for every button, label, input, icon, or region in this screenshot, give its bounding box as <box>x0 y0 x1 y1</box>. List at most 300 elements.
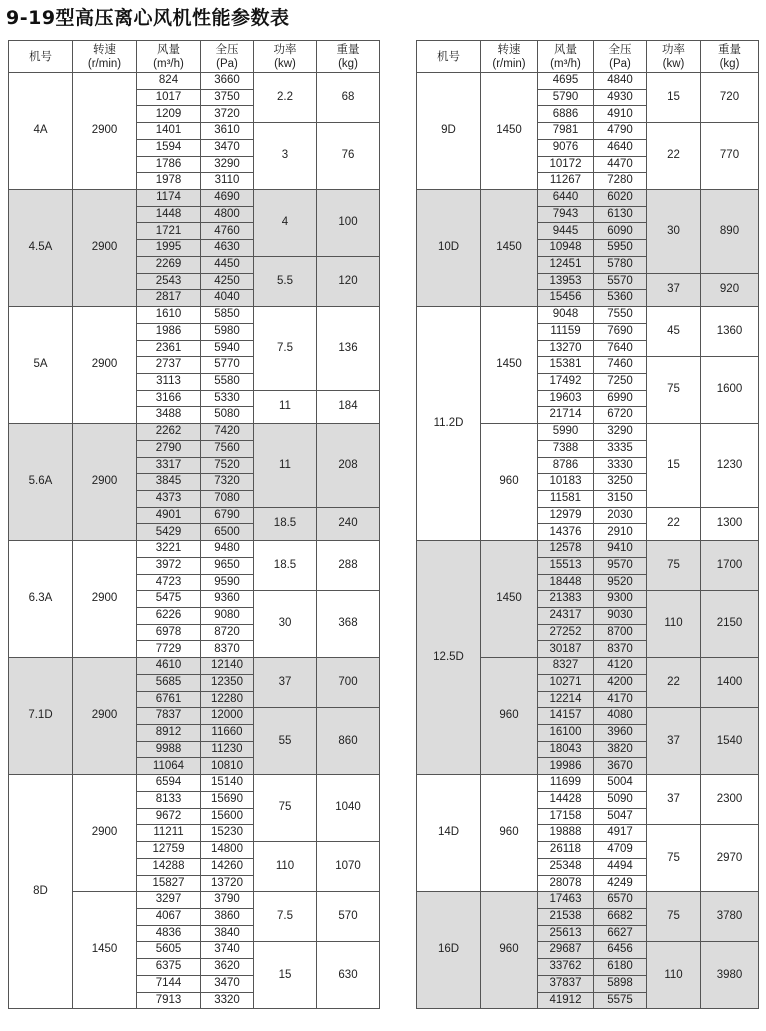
airflow-cell: 2543 <box>137 273 201 290</box>
pressure-cell: 3620 <box>201 959 254 976</box>
pressure-cell: 4690 <box>201 190 254 207</box>
header-model <box>417 41 481 73</box>
model-group <box>417 307 759 541</box>
airflow-cell: 5475 <box>137 591 201 608</box>
airflow-cell: 8327 <box>538 658 594 675</box>
airflow-cell: 8133 <box>137 791 201 808</box>
model-group <box>417 541 759 775</box>
model-group <box>417 892 759 1009</box>
model-cell: 5.6A <box>9 424 73 541</box>
model-cell: 11.2D <box>417 307 481 541</box>
pressure-cell: 5575 <box>594 992 647 1009</box>
power-cell: 15 <box>254 942 317 1009</box>
airflow-cell: 17158 <box>538 808 594 825</box>
airflow-cell: 19603 <box>538 390 594 407</box>
header-unit: (kg) <box>719 57 740 70</box>
pressure-cell: 6990 <box>594 390 647 407</box>
weight-cell: 208 <box>317 424 380 508</box>
pressure-cell: 12000 <box>201 708 254 725</box>
airflow-cell: 7144 <box>137 975 201 992</box>
pressure-cell: 3740 <box>201 942 254 959</box>
pressure-cell: 3670 <box>594 758 647 775</box>
airflow-cell: 9672 <box>137 808 201 825</box>
model-cell: 4A <box>9 73 73 190</box>
model-group <box>9 73 380 190</box>
power-cell: 55 <box>254 708 317 775</box>
pressure-cell: 12280 <box>201 691 254 708</box>
power-cell: 2.2 <box>254 73 317 123</box>
pressure-cell: 3330 <box>594 457 647 474</box>
pressure-cell: 6682 <box>594 908 647 925</box>
speed-cell: 2900 <box>73 424 137 541</box>
header-unit: (Pa) <box>216 57 238 70</box>
airflow-cell: 27252 <box>538 624 594 641</box>
airflow-cell: 37837 <box>538 975 594 992</box>
table-row <box>417 190 759 207</box>
airflow-cell: 12214 <box>538 691 594 708</box>
pressure-cell: 6130 <box>594 206 647 223</box>
header-speed <box>481 41 538 73</box>
airflow-cell: 14376 <box>538 524 594 541</box>
pressure-cell: 9360 <box>201 591 254 608</box>
pressure-cell: 4450 <box>201 256 254 273</box>
airflow-cell: 15513 <box>538 557 594 574</box>
airflow-cell: 11159 <box>538 323 594 340</box>
power-cell: 75 <box>254 775 317 842</box>
airflow-cell: 11064 <box>137 758 201 775</box>
pressure-cell: 4917 <box>594 825 647 842</box>
airflow-cell: 824 <box>137 73 201 90</box>
weight-cell: 1040 <box>317 775 380 842</box>
airflow-cell: 1017 <box>137 89 201 106</box>
airflow-cell: 2361 <box>137 340 201 357</box>
power-cell: 30 <box>647 190 701 274</box>
model-cell: 6.3A <box>9 541 73 658</box>
airflow-cell: 15456 <box>538 290 594 307</box>
weight-cell: 720 <box>701 73 759 123</box>
pressure-cell: 4120 <box>594 658 647 675</box>
power-cell: 37 <box>647 708 701 775</box>
pressure-cell: 6627 <box>594 925 647 942</box>
speed-cell: 1450 <box>481 307 538 424</box>
pressure-cell: 11660 <box>201 725 254 742</box>
airflow-cell: 6226 <box>137 608 201 625</box>
airflow-cell: 8786 <box>538 457 594 474</box>
power-cell: 11 <box>254 390 317 423</box>
model-cell: 14D <box>417 775 481 892</box>
airflow-cell: 7981 <box>538 123 594 140</box>
airflow-cell: 1986 <box>137 323 201 340</box>
header-row <box>9 41 380 73</box>
speed-cell: 2900 <box>73 541 137 658</box>
airflow-cell: 1786 <box>137 156 201 173</box>
weight-cell: 184 <box>317 390 380 423</box>
pressure-cell: 4800 <box>201 206 254 223</box>
airflow-cell: 10172 <box>538 156 594 173</box>
model-cell: 9D <box>417 73 481 190</box>
airflow-cell: 41912 <box>538 992 594 1009</box>
pressure-cell: 4080 <box>594 708 647 725</box>
header-unit: (m³/h) <box>550 57 581 70</box>
spec-table-left <box>8 40 380 1009</box>
airflow-cell: 2790 <box>137 440 201 457</box>
table-header <box>417 41 759 73</box>
pressure-cell: 6090 <box>594 223 647 240</box>
speed-cell: 2900 <box>73 307 137 424</box>
airflow-cell: 7943 <box>538 206 594 223</box>
table-row <box>417 892 759 909</box>
model-group <box>9 307 380 424</box>
airflow-cell: 3113 <box>137 373 201 390</box>
power-cell: 75 <box>647 357 701 424</box>
pressure-cell: 7080 <box>201 490 254 507</box>
pressure-cell: 10810 <box>201 758 254 775</box>
pressure-cell: 4250 <box>201 273 254 290</box>
airflow-cell: 4610 <box>137 658 201 675</box>
pressure-cell: 3750 <box>201 89 254 106</box>
table-row <box>9 307 380 324</box>
speed-cell: 1450 <box>481 73 538 190</box>
speed-cell: 2900 <box>73 658 137 775</box>
header-unit: (r/min) <box>492 57 526 70</box>
table-row <box>417 541 759 558</box>
pressure-cell: 5850 <box>201 307 254 324</box>
airflow-cell: 17463 <box>538 892 594 909</box>
header-airflow <box>538 41 594 73</box>
airflow-cell: 29687 <box>538 942 594 959</box>
pressure-cell: 4709 <box>594 842 647 859</box>
pressure-cell: 5360 <box>594 290 647 307</box>
header-label: 功率 <box>662 43 685 56</box>
airflow-cell: 4723 <box>137 574 201 591</box>
header-unit: (kg) <box>338 57 358 70</box>
pressure-cell: 5580 <box>201 373 254 390</box>
power-cell: 7.5 <box>254 892 317 942</box>
airflow-cell: 1978 <box>137 173 201 190</box>
airflow-cell: 3221 <box>137 541 201 558</box>
header-power <box>647 41 701 73</box>
header-label: 功率 <box>273 43 297 56</box>
pressure-cell: 5780 <box>594 256 647 273</box>
table-row <box>9 424 380 441</box>
weight-cell: 1600 <box>701 357 759 424</box>
power-cell: 110 <box>647 591 701 658</box>
power-cell: 11 <box>254 424 317 508</box>
page-title: 9-19型高压离心风机性能参数表 <box>6 7 290 29</box>
airflow-cell: 6375 <box>137 959 201 976</box>
pressure-cell: 4630 <box>201 240 254 257</box>
airflow-cell: 15381 <box>538 357 594 374</box>
header-label: 全压 <box>608 43 632 56</box>
airflow-cell: 9988 <box>137 741 201 758</box>
spec-table-right <box>416 40 759 1009</box>
airflow-cell: 2817 <box>137 290 201 307</box>
pressure-cell: 4494 <box>594 858 647 875</box>
airflow-cell: 26118 <box>538 842 594 859</box>
airflow-cell: 2737 <box>137 357 201 374</box>
airflow-cell: 21538 <box>538 908 594 925</box>
speed-cell: 1450 <box>73 892 137 1009</box>
weight-cell: 120 <box>317 256 380 306</box>
weight-cell: 1700 <box>701 541 759 591</box>
power-cell: 3 <box>254 123 317 190</box>
airflow-cell: 1594 <box>137 139 201 156</box>
table-header <box>9 41 380 73</box>
model-group <box>9 424 380 541</box>
header-pressure <box>201 41 254 73</box>
airflow-cell: 5990 <box>538 424 594 441</box>
pressure-cell: 9650 <box>201 557 254 574</box>
model-group <box>9 775 380 1009</box>
power-cell: 18.5 <box>254 541 317 591</box>
pressure-cell: 9080 <box>201 608 254 625</box>
header-label: 机号 <box>29 50 52 63</box>
model-group <box>417 775 759 892</box>
pressure-cell: 4040 <box>201 290 254 307</box>
speed-cell: 2900 <box>73 73 137 190</box>
weight-cell: 770 <box>701 123 759 190</box>
pressure-cell: 5950 <box>594 240 647 257</box>
airflow-cell: 16100 <box>538 725 594 742</box>
weight-cell: 2970 <box>701 825 759 892</box>
speed-cell: 960 <box>481 424 538 541</box>
airflow-cell: 19986 <box>538 758 594 775</box>
airflow-cell: 21714 <box>538 407 594 424</box>
pressure-cell: 13720 <box>201 875 254 892</box>
weight-cell: 76 <box>317 123 380 190</box>
airflow-cell: 11211 <box>137 825 201 842</box>
power-cell: 15 <box>647 73 701 123</box>
pressure-cell: 4640 <box>594 139 647 156</box>
pressure-cell: 3290 <box>594 424 647 441</box>
pressure-cell: 14800 <box>201 842 254 859</box>
airflow-cell: 3488 <box>137 407 201 424</box>
airflow-cell: 25613 <box>538 925 594 942</box>
airflow-cell: 6978 <box>137 624 201 641</box>
pressure-cell: 12140 <box>201 658 254 675</box>
airflow-cell: 11267 <box>538 173 594 190</box>
pressure-cell: 3250 <box>594 474 647 491</box>
model-group <box>417 73 759 190</box>
pressure-cell: 7420 <box>201 424 254 441</box>
airflow-cell: 3317 <box>137 457 201 474</box>
airflow-cell: 3166 <box>137 390 201 407</box>
airflow-cell: 1401 <box>137 123 201 140</box>
airflow-cell: 9048 <box>538 307 594 324</box>
weight-cell: 700 <box>317 658 380 708</box>
pressure-cell: 4840 <box>594 73 647 90</box>
table-row <box>417 775 759 792</box>
header-unit: (Pa) <box>609 57 631 70</box>
pressure-cell: 3610 <box>201 123 254 140</box>
pressure-cell: 7560 <box>201 440 254 457</box>
power-cell: 37 <box>254 658 317 708</box>
power-cell: 75 <box>647 825 701 892</box>
pressure-cell: 15600 <box>201 808 254 825</box>
airflow-cell: 3297 <box>137 892 201 909</box>
power-cell: 45 <box>647 307 701 357</box>
weight-cell: 3780 <box>701 892 759 942</box>
table-row <box>417 73 759 90</box>
airflow-cell: 10271 <box>538 674 594 691</box>
airflow-cell: 7913 <box>137 992 201 1009</box>
power-cell: 22 <box>647 123 701 190</box>
pressure-cell: 3820 <box>594 741 647 758</box>
airflow-cell: 12979 <box>538 507 594 524</box>
pressure-cell: 3320 <box>201 992 254 1009</box>
airflow-cell: 1995 <box>137 240 201 257</box>
table-row <box>9 658 380 675</box>
pressure-cell: 6570 <box>594 892 647 909</box>
airflow-cell: 19888 <box>538 825 594 842</box>
model-cell: 10D <box>417 190 481 307</box>
pressure-cell: 6720 <box>594 407 647 424</box>
pressure-cell: 15230 <box>201 825 254 842</box>
airflow-cell: 14288 <box>137 858 201 875</box>
power-cell: 37 <box>647 273 701 306</box>
pressure-cell: 4760 <box>201 223 254 240</box>
pressure-cell: 2030 <box>594 507 647 524</box>
header-airflow <box>137 41 201 73</box>
airflow-cell: 9076 <box>538 139 594 156</box>
header-row <box>417 41 759 73</box>
pressure-cell: 9520 <box>594 574 647 591</box>
airflow-cell: 21383 <box>538 591 594 608</box>
header-weight <box>317 41 380 73</box>
table-row <box>9 190 380 207</box>
pressure-cell: 8370 <box>201 641 254 658</box>
speed-cell: 1450 <box>481 541 538 658</box>
airflow-cell: 12759 <box>137 842 201 859</box>
table-row <box>9 541 380 558</box>
airflow-cell: 3845 <box>137 474 201 491</box>
header-label: 机号 <box>437 50 460 63</box>
weight-cell: 3980 <box>701 942 759 1009</box>
weight-cell: 630 <box>317 942 380 1009</box>
header-unit: (kw) <box>662 57 685 70</box>
pressure-cell: 3290 <box>201 156 254 173</box>
power-cell: 75 <box>647 892 701 942</box>
airflow-cell: 7837 <box>137 708 201 725</box>
pressure-cell: 5898 <box>594 975 647 992</box>
airflow-cell: 13270 <box>538 340 594 357</box>
pressure-cell: 7520 <box>201 457 254 474</box>
pressure-cell: 8700 <box>594 624 647 641</box>
airflow-cell: 12451 <box>538 256 594 273</box>
header-label: 风量 <box>554 43 577 56</box>
pressure-cell: 3960 <box>594 725 647 742</box>
pressure-cell: 15140 <box>201 775 254 792</box>
pressure-cell: 5004 <box>594 775 647 792</box>
pressure-cell: 4930 <box>594 89 647 106</box>
header-label: 重量 <box>718 43 741 56</box>
pressure-cell: 7320 <box>201 474 254 491</box>
header-label: 转速 <box>93 43 116 56</box>
model-cell: 7.1D <box>9 658 73 775</box>
model-group <box>9 190 380 307</box>
weight-cell: 100 <box>317 190 380 257</box>
weight-cell: 1400 <box>701 658 759 708</box>
airflow-cell: 5605 <box>137 942 201 959</box>
airflow-cell: 4373 <box>137 490 201 507</box>
airflow-cell: 10183 <box>538 474 594 491</box>
power-cell: 4 <box>254 190 317 257</box>
airflow-cell: 24317 <box>538 608 594 625</box>
pressure-cell: 7460 <box>594 357 647 374</box>
pressure-cell: 9030 <box>594 608 647 625</box>
airflow-cell: 25348 <box>538 858 594 875</box>
weight-cell: 1230 <box>701 424 759 508</box>
power-cell: 30 <box>254 591 317 658</box>
model-group <box>417 190 759 307</box>
model-cell: 8D <box>9 775 73 1009</box>
pressure-cell: 7550 <box>594 307 647 324</box>
pressure-cell: 5570 <box>594 273 647 290</box>
weight-cell: 240 <box>317 507 380 540</box>
header-label: 风量 <box>157 43 180 56</box>
header-power <box>254 41 317 73</box>
pressure-cell: 9570 <box>594 557 647 574</box>
weight-cell: 890 <box>701 190 759 274</box>
weight-cell: 1300 <box>701 507 759 540</box>
pressure-cell: 15690 <box>201 791 254 808</box>
model-cell: 16D <box>417 892 481 1009</box>
speed-cell: 1450 <box>481 190 538 307</box>
header-label: 重量 <box>336 43 360 56</box>
weight-cell: 2150 <box>701 591 759 658</box>
pressure-cell: 7640 <box>594 340 647 357</box>
pressure-cell: 11230 <box>201 741 254 758</box>
speed-cell: 960 <box>481 892 538 1009</box>
pressure-cell: 3150 <box>594 490 647 507</box>
airflow-cell: 6440 <box>538 190 594 207</box>
pressure-cell: 9590 <box>201 574 254 591</box>
pressure-cell: 4470 <box>594 156 647 173</box>
airflow-cell: 2269 <box>137 256 201 273</box>
airflow-cell: 18448 <box>538 574 594 591</box>
airflow-cell: 12578 <box>538 541 594 558</box>
airflow-cell: 4836 <box>137 925 201 942</box>
airflow-cell: 13953 <box>538 273 594 290</box>
airflow-cell: 18043 <box>538 741 594 758</box>
weight-cell: 1360 <box>701 307 759 357</box>
power-cell: 5.5 <box>254 256 317 306</box>
pressure-cell: 3110 <box>201 173 254 190</box>
speed-cell: 2900 <box>73 775 137 892</box>
table-row <box>9 73 380 90</box>
airflow-cell: 4067 <box>137 908 201 925</box>
model-cell: 4.5A <box>9 190 73 307</box>
airflow-cell: 17492 <box>538 373 594 390</box>
pressure-cell: 5980 <box>201 323 254 340</box>
header-unit: (m³/h) <box>153 57 184 70</box>
pressure-cell: 6500 <box>201 524 254 541</box>
pressure-cell: 5090 <box>594 791 647 808</box>
weight-cell: 68 <box>317 73 380 123</box>
airflow-cell: 15827 <box>137 875 201 892</box>
speed-cell: 960 <box>481 658 538 775</box>
power-cell: 7.5 <box>254 307 317 391</box>
pressure-cell: 4790 <box>594 123 647 140</box>
airflow-cell: 5429 <box>137 524 201 541</box>
airflow-cell: 5790 <box>538 89 594 106</box>
pressure-cell: 5330 <box>201 390 254 407</box>
power-cell: 22 <box>647 507 701 540</box>
airflow-cell: 1209 <box>137 106 201 123</box>
power-cell: 15 <box>647 424 701 508</box>
header-weight <box>701 41 759 73</box>
pressure-cell: 4200 <box>594 674 647 691</box>
